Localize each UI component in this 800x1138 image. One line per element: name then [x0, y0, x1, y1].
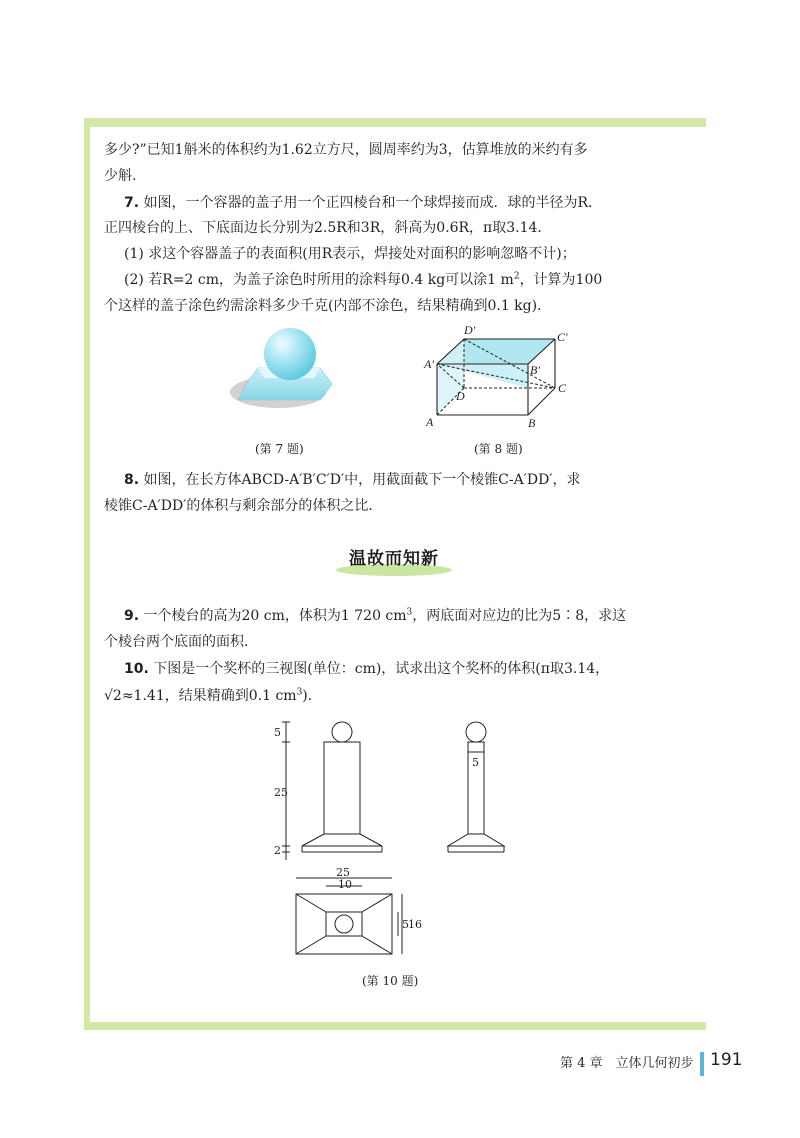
- top-label-25: 25: [336, 866, 350, 879]
- sqrt-2: √2: [104, 688, 122, 704]
- problem-7-number: 7.: [124, 195, 140, 211]
- problem-10-number: 10.: [124, 661, 149, 677]
- figure-10-side-view: [448, 712, 518, 862]
- label-Cp: C′: [557, 330, 568, 344]
- caption-fig8: (第 8 题): [474, 442, 523, 456]
- banner-title: 温故而知新: [349, 549, 439, 569]
- page-number: 191: [710, 1050, 743, 1070]
- top-diag-3: [296, 936, 326, 954]
- superscript-3: 3: [406, 607, 413, 618]
- label-C: C: [558, 381, 567, 395]
- problem-10-text-b-tail: )．: [302, 688, 322, 704]
- problem-7-line-d: [124, 270, 602, 290]
- figure-10-front-view: [270, 712, 400, 862]
- footer-chapter: 第 4 章 立体几何初步: [560, 1056, 694, 1071]
- frame-left-bar: [84, 118, 90, 1030]
- figure-7-lid: [228, 320, 338, 416]
- label-Ap: A′: [424, 357, 434, 371]
- problem-9-number: 9.: [124, 608, 140, 624]
- problem-7-line-c: (1) 求这个容器盖子的表面积(用R表示，焊接处对面积的影响忽略不计)；: [124, 246, 576, 262]
- side-face: [437, 339, 464, 415]
- figure-8-cuboid: [424, 323, 580, 434]
- problem-9-text-a: 一个棱台的高为20 cm，体积为1 720 cm: [143, 608, 407, 624]
- front-frustum: [302, 834, 382, 846]
- section-banner: [328, 540, 460, 576]
- caption-fig10: (第 10 题): [362, 974, 419, 988]
- label-B: B: [528, 416, 536, 430]
- problem-9-text-a-tail: ，两底面对应边的比为5∶8，求这: [412, 608, 627, 624]
- label-A: A: [426, 415, 434, 429]
- problem-7-line-a: [124, 193, 602, 213]
- problem-7-text-d-tail: ，计算为100: [519, 272, 603, 288]
- frame-top-bar: [84, 118, 706, 127]
- label-Dp: D′: [464, 323, 476, 337]
- frame-bottom-bar: [84, 1022, 706, 1030]
- sphere: [264, 328, 316, 380]
- side-label-5: 5: [472, 756, 479, 769]
- superscript-3b: 3: [296, 687, 303, 698]
- side-frustum: [448, 834, 504, 846]
- edge-b-c: [528, 388, 555, 415]
- problem-7-text-a: 如图，一个容器的盖子用一个正四棱台和一个球焊接而成．球的半径为R．: [143, 195, 603, 211]
- top-diag-4: [362, 936, 392, 954]
- problem-10-text-b: ≈1.41，结果精确到0.1 cm: [121, 688, 297, 704]
- problem-10-line-a: [124, 659, 609, 679]
- top-label-5: 5: [402, 918, 409, 931]
- problem-9-line-a: [124, 606, 626, 626]
- top-diag-2: [362, 894, 392, 912]
- problem-8-line-a: [124, 470, 581, 490]
- problem-7-text-d: (2) 若R=2 cm，为盖子涂色时所用的涂料每0.4 kg可以涂1 m: [124, 272, 514, 288]
- problem-7-line-b: 正四棱台的上、下底面边长分别为2.5R和3R，斜高为0.6R，π取3.14．: [104, 220, 552, 236]
- problem-10-text-a: 下图是一个奖杯的三视图(单位：cm)，试求出这个奖杯的体积(π取3.14，: [153, 661, 610, 677]
- page-number-bar: [700, 1052, 704, 1076]
- top-label-16: 16: [408, 918, 422, 931]
- top-label-10: 10: [338, 878, 352, 891]
- label-D: D: [456, 389, 465, 403]
- front-label-5: 5: [274, 726, 281, 739]
- front-pillar: [324, 742, 360, 834]
- front-label-2: 2: [274, 844, 281, 857]
- label-Bp: B′: [530, 363, 540, 377]
- superscript-2: 2: [513, 271, 520, 282]
- caption-fig7: (第 7 题): [255, 442, 304, 456]
- problem-8-line-b: 棱锥C-A′DD′的体积与剩余部分的体积之比．: [104, 498, 383, 514]
- top-pillar-rect: [326, 912, 362, 936]
- text-line-1: 多少?”已知1斛米的体积约为1.62立方尺，圆周率约为3，估算堆放的米约有多: [104, 142, 588, 158]
- text-line-2: 少斛.: [104, 168, 137, 184]
- top-sphere-circle: [335, 915, 353, 933]
- problem-9-line-b: 个棱台两个底面的面积．: [104, 634, 258, 650]
- top-diag-1: [296, 894, 326, 912]
- front-label-25: 25: [274, 786, 288, 799]
- figure-10-top-view: [290, 866, 440, 962]
- problem-8-number: 8.: [124, 472, 140, 488]
- problem-10-line-b: [104, 686, 322, 706]
- front-sphere: [332, 722, 352, 742]
- side-sphere: [466, 722, 486, 742]
- problem-7-line-e: 个这样的盖子涂色约需涂料多少千克(内部不涂色，结果精确到0.1 kg)．: [104, 298, 552, 314]
- problem-8-text-a: 如图，在长方体ABCD-A′B′C′D′中，用截面截下一个棱锥C-A′DD′，求: [143, 472, 581, 488]
